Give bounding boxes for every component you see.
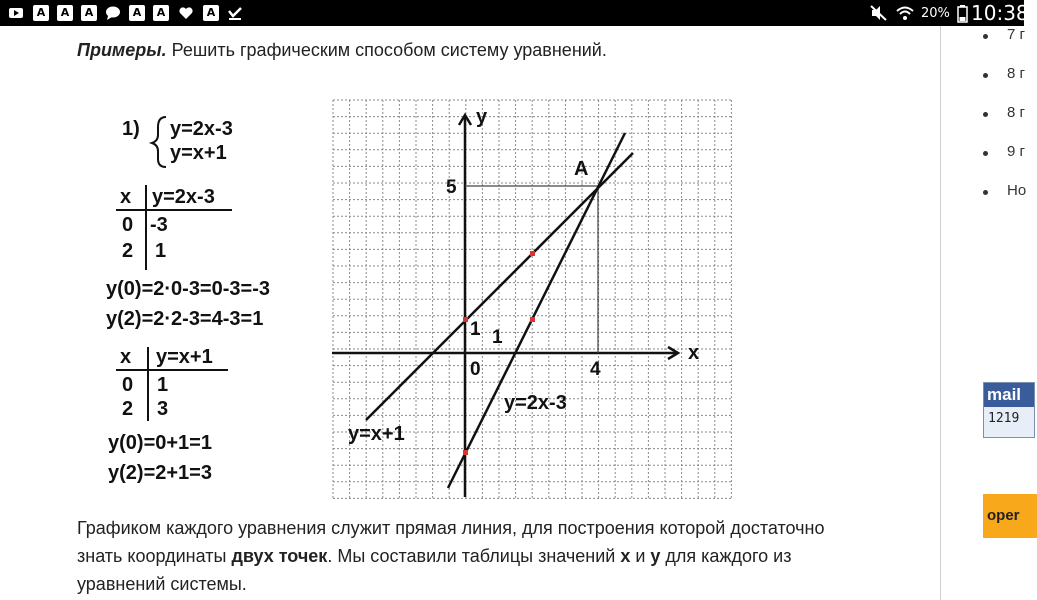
title-bold: Примеры.	[77, 40, 167, 60]
table2-r2-y: 3	[157, 398, 169, 420]
app-a-icon: A	[129, 5, 145, 21]
y-axis-label: y	[476, 106, 488, 128]
calc2-line2: y(2)=2+1=3	[108, 462, 212, 484]
status-bar	[0, 0, 1029, 26]
sidebar-link[interactable]: 7 г	[1007, 26, 1025, 43]
sidebar-link[interactable]: 8 г	[1007, 65, 1025, 82]
title-text: Решить графическим способом систему уравнений.	[166, 40, 607, 60]
calc1-line2: y(2)=2·2-3=4-3=1	[106, 308, 264, 330]
point-2-1	[530, 317, 535, 322]
x-axis-label: x	[688, 342, 700, 364]
equation-1: y=2x-3	[170, 118, 233, 140]
para-bold: двух точек	[231, 546, 328, 566]
calc2-line1: y(0)=0+1=1	[108, 432, 212, 454]
mute-icon	[870, 5, 886, 21]
table1-r1-x: 0	[122, 214, 134, 236]
table2-header-x: x	[120, 346, 132, 368]
app-a-icon: A	[57, 5, 73, 21]
tick-five: 5	[446, 177, 457, 198]
bullet	[983, 151, 988, 156]
system-brace	[152, 117, 166, 167]
para-text: и	[630, 546, 651, 566]
bullet	[983, 190, 988, 195]
para-text: знать координаты	[77, 546, 232, 566]
point-0-1	[463, 317, 468, 322]
chat-bubble-icon	[105, 5, 121, 21]
system-number: 1)	[122, 118, 140, 140]
download-check-icon	[227, 5, 243, 21]
sidebar-link[interactable]: 8 г	[1007, 104, 1025, 121]
bullet	[983, 34, 988, 39]
para-text: для каждого из	[660, 546, 792, 566]
sidebar-link[interactable]: 9 г	[1007, 143, 1025, 160]
example-figure	[100, 95, 740, 507]
youtube-icon	[8, 5, 24, 21]
table1-r1-y: -3	[150, 214, 168, 236]
calc1-line1: y(0)=2·0-3=0-3=-3	[106, 278, 270, 300]
point-2-3	[530, 251, 535, 256]
app-a-icon: A	[153, 5, 169, 21]
line1-label: y=2x-3	[504, 392, 567, 414]
tick-four: 4	[590, 359, 601, 380]
app-a-icon: A	[81, 5, 97, 21]
bullet	[983, 73, 988, 78]
line2-label: y=x+1	[348, 423, 405, 445]
equation-2: y=x+1	[170, 142, 227, 164]
mail-counter-badge[interactable]	[983, 382, 1035, 438]
tick-one-y: 1	[470, 319, 481, 340]
table2-r1-y: 1	[157, 374, 169, 396]
battery-percent: 20%	[921, 6, 950, 21]
table2-header-y: y=x+1	[156, 346, 213, 368]
point-0-minus3	[463, 450, 468, 455]
para-line-3: уравнений системы.	[77, 574, 247, 594]
sidebar-link[interactable]: Но	[1007, 182, 1027, 199]
wifi-icon	[896, 5, 912, 21]
app-a-icon: A	[33, 5, 49, 21]
table1-r2-x: 2	[122, 240, 134, 262]
mail-logo: mail	[984, 383, 1034, 407]
mail-count: 1219	[988, 411, 1020, 426]
bullet	[983, 112, 988, 117]
table2-r1-x: 0	[122, 374, 134, 396]
table2-r2-x: 2	[122, 398, 134, 420]
tick-one-x: 1	[492, 327, 503, 348]
para-bold: x	[620, 546, 631, 566]
point-a-label: A	[574, 158, 589, 180]
app-a-icon: A	[203, 5, 219, 21]
section-title	[77, 40, 607, 61]
table1-r2-y: 1	[155, 240, 167, 262]
table1-header-y: y=2x-3	[152, 186, 215, 208]
para-bold: y	[650, 546, 661, 566]
clock: 10:38	[971, 1, 1029, 25]
origin-label: 0	[470, 359, 481, 380]
para-line-2	[77, 542, 927, 570]
sidebar	[941, 26, 1027, 600]
para-line-1: Графиком каждого уравнения служит прямая линия, для построения которой достаточно	[77, 518, 825, 538]
para-text: . Мы составили таблицы значений	[327, 546, 621, 566]
table1-header-x: x	[120, 186, 132, 208]
open-banner[interactable]: oper	[983, 494, 1037, 538]
heart-icon	[178, 5, 194, 21]
battery-icon	[955, 5, 971, 21]
explanation-paragraph	[77, 514, 927, 598]
